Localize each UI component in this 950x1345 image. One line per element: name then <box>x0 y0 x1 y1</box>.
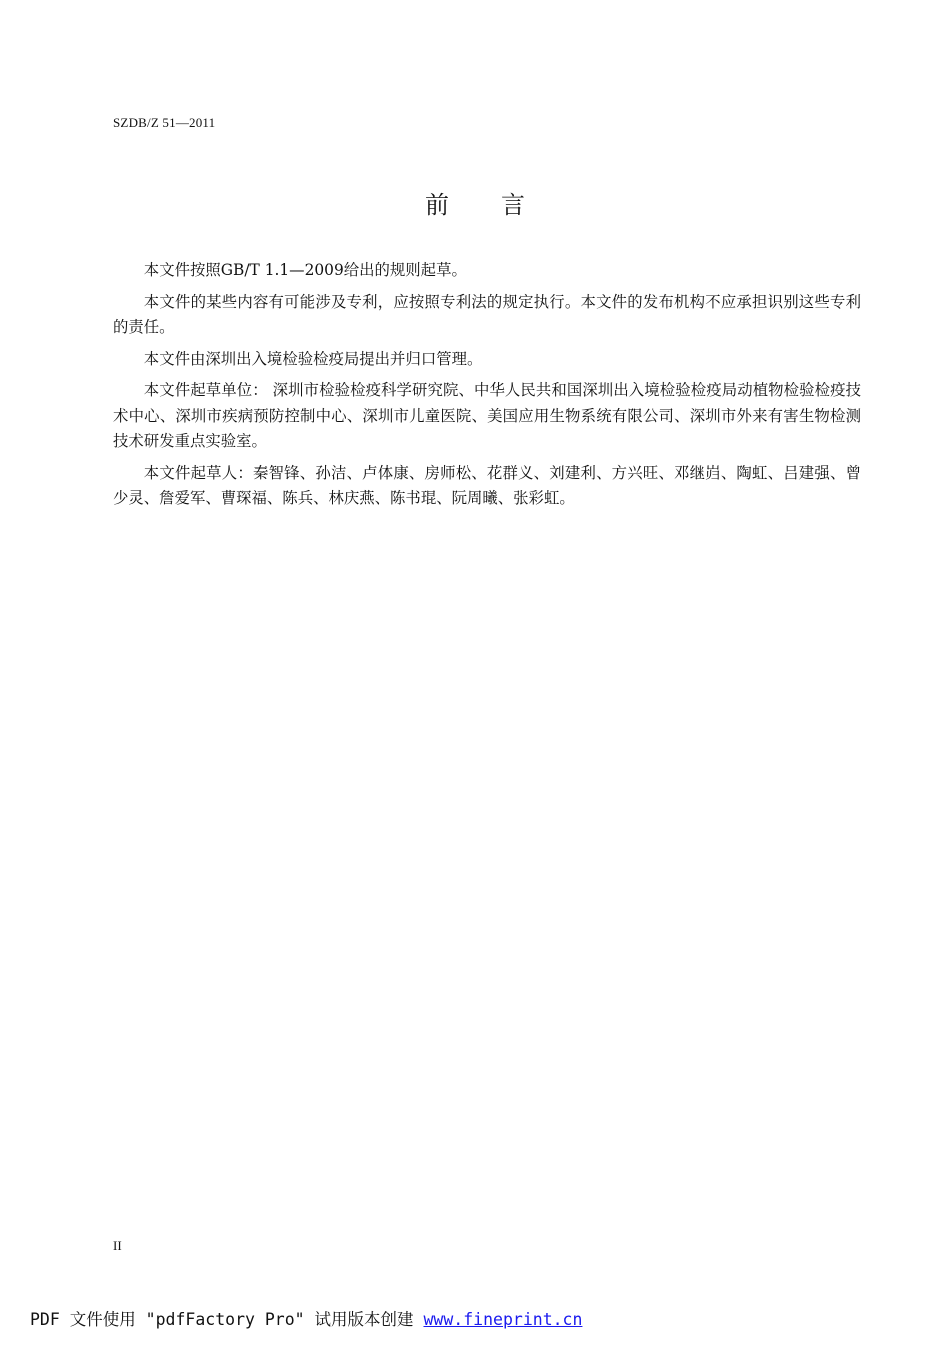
footer-text: PDF 文件使用 "pdfFactory Pro" 试用版本创建 <box>30 1310 424 1329</box>
page-title: 前言 <box>425 191 577 219</box>
paragraph-proposer: 本文件由深圳出入境检验检疫局提出并归口管理。 <box>143 349 483 368</box>
page-number: II <box>113 1238 122 1253</box>
document-code: SZDB/Z 51—2011 <box>113 115 216 130</box>
fineprint-link[interactable]: www.fineprint.cn <box>423 1310 583 1329</box>
paragraph-drafting-rules: 本文件按照GB/T 1.1—2009给出的规则起草。 <box>143 261 467 279</box>
paragraph-patent-notice: 本文件的某些内容有可能涉及专利，应按照专利法的规定执行。本文件的发布机构不应承担识别这些专利的责任。 <box>113 292 861 336</box>
paragraph-drafters: 本文件起草人：秦智锋、孙洁、卢体康、房师松、花群义、刘建利、方兴旺、邓继岿、陶虹、吕建强、曾少灵、詹爱军、曹琛福、陈兵、林庆燕、陈书琨、阮周曦、张彩虹。 <box>113 463 861 507</box>
foreword-body <box>113 258 861 518</box>
pdf-watermark-footer <box>30 1306 582 1330</box>
paragraph-drafting-units: 本文件起草单位： 深圳市检验检疫科学研究院、中华人民共和国深圳出入境检验检疫局动植物检验检疫技术中心、深圳市疾病预防控制中心、深圳市儿童医院、美国应用生物系统有限公司、深圳市外来有害生物检测技术研发重点实验室。 <box>113 381 861 450</box>
